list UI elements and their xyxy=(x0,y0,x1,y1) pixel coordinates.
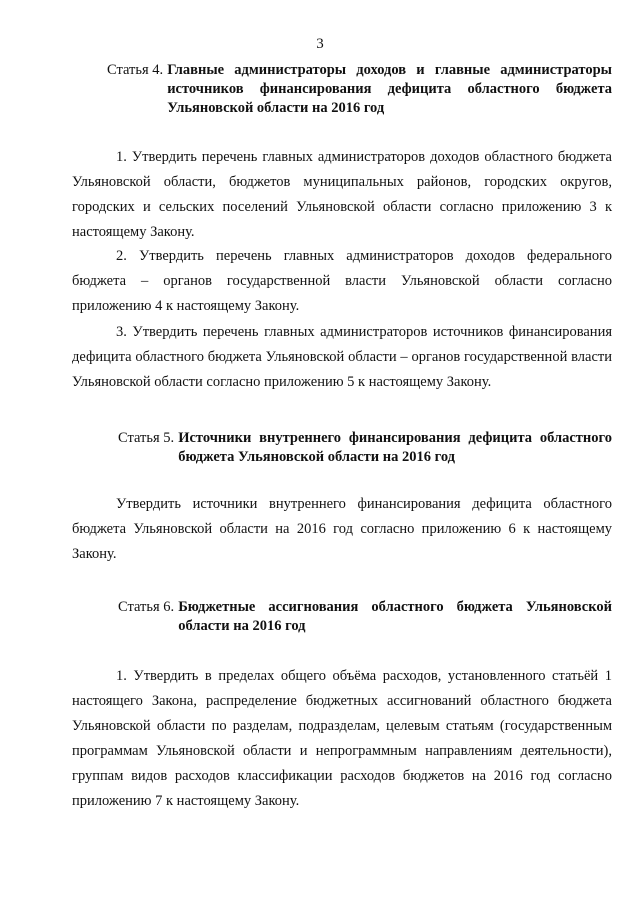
article-5-label: Статья 5. xyxy=(118,430,175,446)
article-6-title: Бюджетные ассигнования областного бюджета Ульяновской области на 2016 год xyxy=(178,599,612,634)
article-4-heading xyxy=(107,61,612,118)
article-6-paragraph-1: 1. Утвердить в пределах общего объёма расходов, установленного статьёй 1 настоящего Закона, распределение бюджетных ассигнований областного бюджета Ульяновской области по разделам, подразделам, целевым статьям (государственным программам Ульяновской области и непрограммным направлениям деятельности), группам видов расходов классификации расходов бюджетов на 2016 год согласно приложению 7 к настоящему Закону. xyxy=(72,668,612,809)
article-5-title: Источники внутреннего финансирования дефицита областного бюджета Ульяновской области на 2016 год xyxy=(178,430,612,465)
article-4-paragraph-2: 2. Утвердить перечень главных администраторов доходов федерального бюджета – органов государственной власти Ульяновской области согласно приложению 4 к настоящему Закону. xyxy=(72,248,612,314)
article-6-label: Статья 6. xyxy=(118,599,175,615)
article-4-paragraph-1: 1. Утвердить перечень главных администраторов доходов областного бюджета Ульяновской области, бюджетов муниципальных районов, городских округов, городских и сельских поселений Ульяновской области согласно приложению 3 к настоящему Закону. xyxy=(72,149,612,240)
page-number: 3 xyxy=(316,36,324,52)
article-4-paragraph-3: 3. Утвердить перечень главных администраторов источников финансирования дефицита областного бюджета Ульяновской области – органов государственной власти Ульяновской области согласно приложению 5 к настоящему Закону. xyxy=(72,324,612,390)
article-5-heading xyxy=(118,429,612,467)
article-6-heading xyxy=(118,598,612,636)
article-4-label: Статья 4. xyxy=(107,62,164,78)
article-4-title: Главные администраторы доходов и главные администраторы источников финансирования дефицита областного бюджета Ульяновской области на 2016 год xyxy=(167,62,612,116)
article-5-paragraph-1: Утвердить источники внутреннего финансирования дефицита областного бюджета Ульяновской области на 2016 год согласно приложению 6 к настоящему Закону. xyxy=(72,496,612,562)
